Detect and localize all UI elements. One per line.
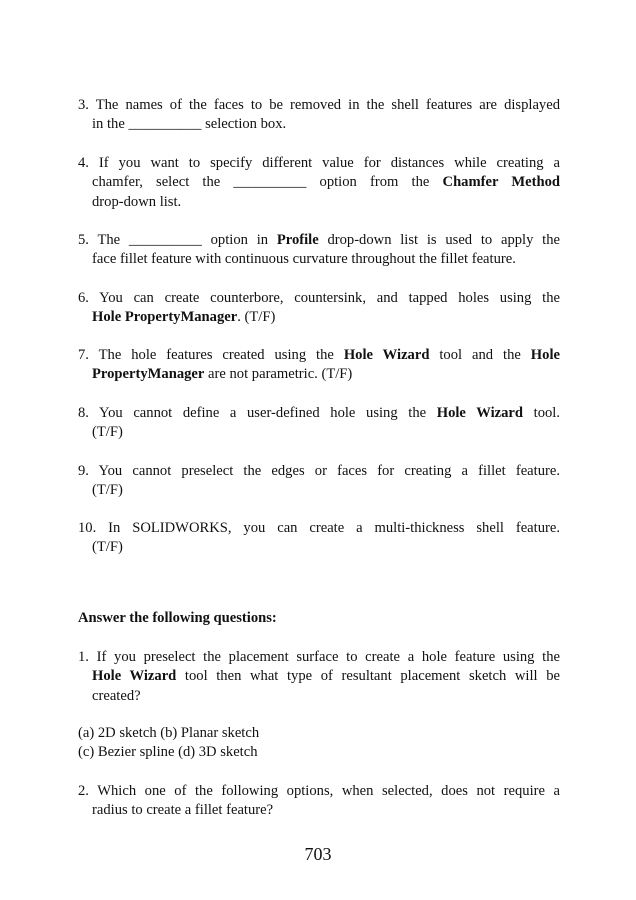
question-4-line-3: drop-down list. — [92, 193, 182, 210]
question-4-line-2 — [78, 173, 560, 192]
question-7-line-1-mid: tool and the — [429, 347, 531, 363]
question-5-line-1 — [78, 231, 560, 250]
profile-term: Profile — [276, 232, 319, 248]
question-3-line-1: 3. The names of the faces to be removed in the shell features are displayed — [78, 97, 560, 113]
chamfer-method-term: Chamfer Method — [442, 174, 560, 191]
question-10 — [78, 519, 560, 558]
answer-question-1 — [78, 648, 560, 706]
option-line-2: (c) Bezier spline (d) 3D sketch — [78, 744, 258, 761]
question-4-line-2-text: chamfer, select the __________ option from the — [92, 174, 443, 191]
page-number: 703 — [304, 844, 332, 864]
hole-wizard-term: Hole Wizard — [92, 668, 177, 685]
answer-question-1-line-3: created? — [92, 687, 141, 704]
answer-question-2 — [78, 782, 560, 821]
answer-question-1-line-2 — [78, 667, 560, 686]
question-6-line-2-post: . (T/F) — [237, 309, 276, 326]
hole-propertymanager-term: Hole PropertyManager — [92, 309, 238, 326]
question-8 — [78, 404, 560, 443]
question-7-line-2-post: are not parametric. (T/F) — [204, 366, 353, 383]
question-9 — [78, 462, 560, 501]
question-10-line-2: (T/F) — [92, 539, 123, 556]
answer-question-1-line-1: 1. If you preselect the placement surface to create a hole feature using the — [78, 649, 560, 665]
question-8-line-1-post: tool. — [523, 405, 560, 421]
question-7-line-1 — [78, 346, 560, 365]
question-7 — [78, 346, 560, 385]
hole-term: Hole — [530, 347, 560, 363]
question-9-line-2: (T/F) — [92, 482, 123, 499]
answer-question-2-line-1: 2. Which one of the following options, when selected, does not require a — [78, 783, 560, 799]
question-4 — [78, 154, 560, 212]
section-heading: Answer the following questions: — [78, 610, 277, 626]
answer-question-1-line-2-post: tool then what type of resultant placement sketch will be — [176, 668, 560, 685]
question-3-line-2: in the __________ selection box. — [92, 116, 287, 133]
question-4-line-1: 4. If you want to specify different value for distances while creating a — [78, 155, 560, 171]
answer-question-2-line-2: radius to create a fillet feature? — [92, 802, 274, 819]
question-5-line-1-pre: 5. The __________ option in — [78, 232, 277, 248]
question-6-line-1: 6. You can create counterbore, countersink, and tapped holes using the — [78, 290, 560, 306]
propertymanager-term: PropertyManager — [92, 366, 205, 383]
question-8-line-1 — [78, 404, 560, 423]
answer-options — [78, 724, 560, 763]
question-5-line-1-post: drop-down list is used to apply the — [318, 232, 560, 248]
question-5-line-2: face fillet feature with continuous curvature throughout the fillet feature. — [92, 251, 516, 268]
hole-wizard-term: Hole Wizard — [436, 405, 524, 421]
question-10-line-1: 10. In SOLIDWORKS, you can create a multi-thickness shell feature. — [78, 520, 560, 536]
option-line-1: (a) 2D sketch (b) Planar sketch — [78, 725, 260, 741]
question-8-line-1-pre: 8. You cannot define a user-defined hole using the — [78, 405, 437, 421]
hole-wizard-term: Hole Wizard — [343, 347, 430, 363]
question-7-line-2 — [78, 365, 560, 384]
question-6-line-2 — [78, 308, 560, 327]
question-9-line-1: 9. You cannot preselect the edges or faces for creating a fillet feature. — [78, 463, 560, 479]
question-3 — [78, 96, 560, 135]
question-8-line-2: (T/F) — [92, 424, 123, 441]
question-7-line-1-pre: 7. The hole features created using the — [78, 347, 344, 363]
question-6 — [78, 289, 560, 328]
question-5 — [78, 231, 560, 270]
